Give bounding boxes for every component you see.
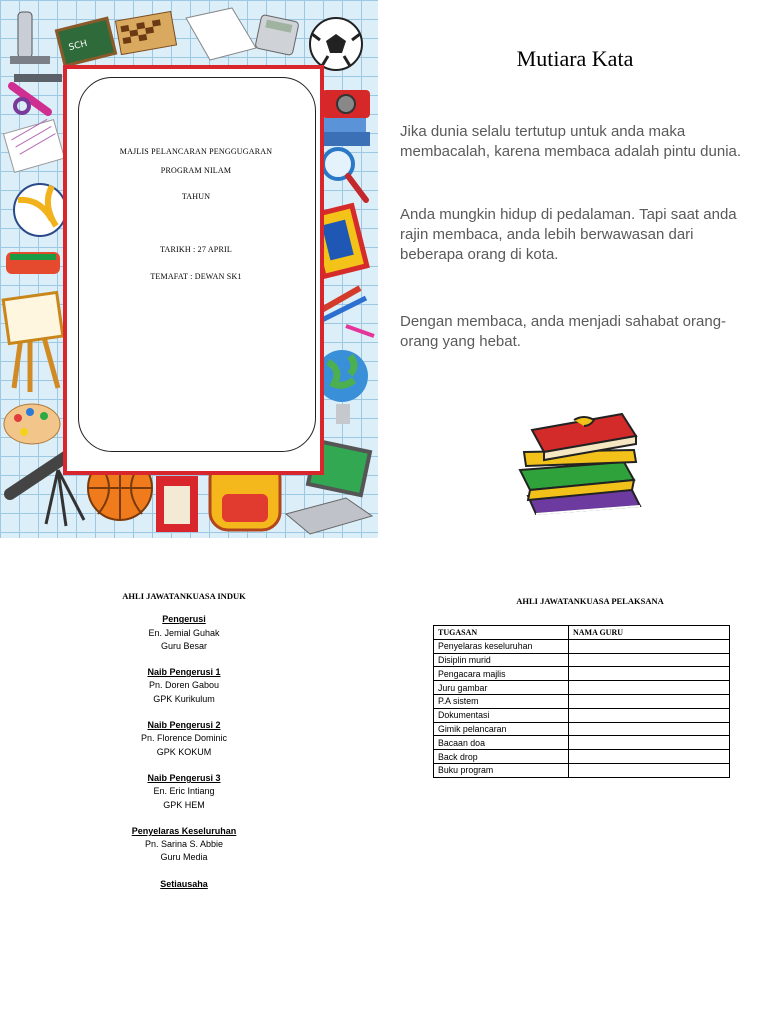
task-cell: Gimik pelancaran: [434, 722, 569, 736]
program-name: PROGRAM NILAM: [160, 166, 232, 175]
task-table: [433, 625, 730, 778]
member-title: Guru Besar: [160, 640, 208, 651]
teacher-cell: [569, 694, 730, 708]
task-table-heading: AHLI JAWATANKUASA PELAKSANA: [516, 596, 664, 606]
column-header-teacher: NAMA GURU: [569, 626, 730, 640]
teacher-cell: [569, 639, 730, 653]
paint-palette-icon: [4, 404, 60, 444]
member-title: GPK HEM: [163, 799, 205, 810]
table-header-row: [434, 626, 730, 640]
table-row: [434, 750, 730, 764]
committee-group-vice-chair-2: [84, 719, 284, 759]
member-title: GPK Kurikulum: [153, 693, 215, 704]
task-cell: Bacaan doa: [434, 736, 569, 750]
committee-group-vice-chair-3: [84, 772, 284, 812]
table-row: [434, 653, 730, 667]
pencils-icon: [318, 288, 374, 336]
table-row: [434, 763, 730, 777]
member-name: En. Jemial Guhak: [148, 627, 220, 638]
teacher-cell: [569, 681, 730, 695]
teacher-cell: [569, 708, 730, 722]
volleyball-icon: [14, 184, 66, 236]
camera-icon: [322, 90, 370, 118]
role-label: Naib Pengerusi 2: [147, 720, 221, 731]
teacher-cell: [569, 667, 730, 681]
soccer-ball-icon: [310, 18, 362, 70]
member-title: GPK KOKUM: [156, 746, 212, 757]
pencil-case-icon: [6, 252, 60, 274]
year-label: TAHUN: [181, 192, 211, 201]
task-cell: Buku program: [434, 763, 569, 777]
member-name: En. Eric Intiang: [153, 786, 215, 797]
magnifier-icon: [323, 149, 366, 200]
committee-group-chair: [84, 613, 284, 653]
table-row: [434, 694, 730, 708]
teacher-cell: [569, 722, 730, 736]
task-cell: Penyelaras keseluruhan: [434, 639, 569, 653]
quote-1: Jika dunia selalu tertutup untuk anda maka membacalah, karena membaca adalah pintu dunia.: [400, 123, 742, 160]
role-label: Pengerusi: [162, 614, 206, 625]
quote-3: Dengan membaca, anda menjadi sahabat orang-orang yang hebat.: [400, 313, 727, 350]
main-committee: [84, 590, 284, 891]
task-cell: Back drop: [434, 750, 569, 764]
table-row: [434, 722, 730, 736]
notebook-icon: [3, 118, 64, 172]
blackboard-icon: [56, 18, 115, 66]
stacked-books-illustration: [514, 404, 654, 524]
role-label: Setiausaha: [160, 878, 208, 889]
committee-group-vice-chair-1: [84, 666, 284, 706]
stacked-books-icon: [318, 118, 370, 146]
role-label: Naib Pengerusi 1: [147, 667, 221, 678]
column-header-task: TUGASAN: [434, 626, 569, 640]
scissors-icon: [12, 86, 48, 113]
microscope-icon: [10, 12, 62, 82]
teacher-cell: [569, 763, 730, 777]
member-name: Pn. Florence Dominic: [140, 733, 228, 744]
table-row: [434, 708, 730, 722]
committee-group-secretary: [84, 878, 284, 891]
task-cell: Dokumentasi: [434, 708, 569, 722]
table-row: [434, 681, 730, 695]
main-committee-heading: AHLI JAWATANKUASA INDUK: [122, 591, 246, 601]
table-row: [434, 639, 730, 653]
date-label: TARIKH : 27 APRIL: [160, 245, 232, 254]
bottom-red-book-icon: [156, 476, 198, 532]
teacher-cell: [569, 736, 730, 750]
quotes-title: Mutiara Kata: [516, 46, 634, 71]
table-row: [434, 667, 730, 681]
member-name: Pn. Sarina S. Abbie: [144, 839, 224, 850]
task-cell: Disiplin murid: [434, 653, 569, 667]
easel-icon: [3, 292, 63, 392]
teacher-cell: [569, 750, 730, 764]
role-label: Penyelaras Keseluruhan: [131, 825, 237, 836]
quote-2: Anda mungkin hidup di pedalaman. Tapi saat anda rajin membaca, anda lebih berwawasan dari beberapa orang di kota.: [400, 206, 737, 263]
member-name: Pn. Doren Gabou: [148, 680, 220, 691]
member-title: Guru Media: [160, 852, 208, 863]
chessboard-icon: [115, 11, 176, 54]
open-book-icon: [186, 8, 256, 60]
event-name: MAJLIS PELANCARAN PENGGUGARAN: [119, 147, 273, 156]
cover-page: [0, 0, 378, 538]
role-label: Naib Pengerusi 3: [147, 772, 221, 783]
venue-label: TEMAFAT : DEWAN SK1: [150, 272, 242, 281]
teacher-cell: [569, 653, 730, 667]
cover-card: [78, 77, 316, 452]
committee-group-coordinator: [84, 825, 284, 865]
task-cell: P.A sistem: [434, 694, 569, 708]
table-row: [434, 736, 730, 750]
calculator-icon: [255, 14, 299, 55]
task-cell: Juru gambar: [434, 681, 569, 695]
task-cell: Pengacara majlis: [434, 667, 569, 681]
blackboard-label: SCH: [67, 38, 89, 54]
